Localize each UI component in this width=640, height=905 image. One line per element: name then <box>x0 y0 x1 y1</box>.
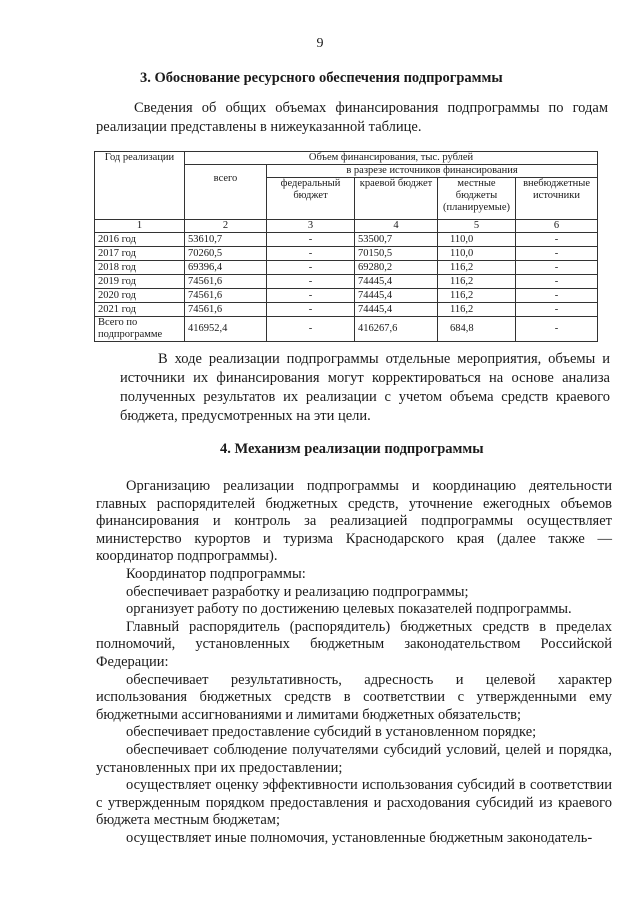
cell-total: 53610,7 <box>185 233 267 247</box>
section-4-heading: 4. Механизм реализации подпрограммы <box>220 441 484 457</box>
cell-total: 74561,6 <box>185 289 267 303</box>
intro-text: Сведения об общих объемах финансирования подпрограммы по годам реализации представлены в нижеуказанной таблице. <box>96 100 608 135</box>
table-body <box>95 220 598 342</box>
cell-offbudget: - <box>516 247 598 261</box>
after-table-paragraph <box>120 350 610 426</box>
section-4-body <box>96 478 612 847</box>
cell-regional: 74445,4 <box>355 303 438 317</box>
cell-federal: - <box>267 247 355 261</box>
cell-year: 2018 год <box>95 261 185 275</box>
cell-total: 70260,5 <box>185 247 267 261</box>
financing-table <box>94 151 598 342</box>
cell-total: 416952,4 <box>185 317 267 342</box>
cell-local: 116,2 <box>438 303 516 317</box>
paragraph: обеспечивает соблюдение получателями субсидий условий, целей и порядка, установленных при их предоставлении; <box>96 741 612 776</box>
header-total: всего <box>185 165 267 220</box>
column-number: 3 <box>267 220 355 233</box>
paragraph: обеспечивает разработку и реализацию подпрограммы; <box>126 583 469 600</box>
cell-offbudget: - <box>516 275 598 289</box>
cell-total: 74561,6 <box>185 303 267 317</box>
column-number: 4 <box>355 220 438 233</box>
header-by-source: в разрезе источников финансирования <box>267 165 598 178</box>
cell-year: 2017 год <box>95 247 185 261</box>
table-row <box>95 289 598 303</box>
table-row <box>95 247 598 261</box>
cell-year: 2020 год <box>95 289 185 303</box>
header-regional: краевой бюджет <box>355 178 438 220</box>
paragraph: Организацию реализации подпрограммы и координацию деятельности главных распорядителей бюджетных средств, уточнение ежегодных объемов финансирования и контроль за реализацией подпрограммы осуществляет министерство курортов и туризма Краснодарского края (далее также — координатор подпрограммы). <box>96 478 612 565</box>
cell-regional: 53500,7 <box>355 233 438 247</box>
table-row <box>95 261 598 275</box>
header-volume: Объем финансирования, тыс. рублей <box>185 152 598 165</box>
page-number: 9 <box>316 36 324 51</box>
column-numbers-row <box>95 220 598 233</box>
table-row <box>95 233 598 247</box>
cell-local: 116,2 <box>438 261 516 275</box>
cell-federal: - <box>267 233 355 247</box>
header-local: местные бюджеты (планируемые) <box>438 178 516 220</box>
header-federal: федеральный бюджет <box>267 178 355 220</box>
cell-local: 110,0 <box>438 233 516 247</box>
cell-federal: - <box>267 275 355 289</box>
cell-year: 2016 год <box>95 233 185 247</box>
after-table-text: В ходе реализации подпрограммы отдельные мероприятия, объемы и источники их финансирования могут корректироваться на основе анализа полученных результатов их реализации с учетом объема средств краевого бюджета, предусмотренных на эти цели. <box>120 351 610 424</box>
cell-offbudget: - <box>516 261 598 275</box>
column-number: 2 <box>185 220 267 233</box>
table-row <box>95 317 598 342</box>
paragraph: обеспечивает предоставление субсидий в установленном порядке; <box>126 724 537 741</box>
cell-offbudget: - <box>516 233 598 247</box>
paragraph: Главный распорядитель (распорядитель) бюджетных средств в пределах полномочий, установленных бюджетным законодательством Российской Федерации: <box>96 618 612 670</box>
cell-offbudget: - <box>516 289 598 303</box>
paragraph: организует работу по достижению целевых показателей подпрограммы. <box>126 601 572 618</box>
cell-total: 69396,4 <box>185 261 267 275</box>
cell-year: Всего по подпрограмме <box>95 317 185 342</box>
cell-federal: - <box>267 303 355 317</box>
column-number: 1 <box>95 220 185 233</box>
cell-local: 116,2 <box>438 289 516 303</box>
cell-regional: 416267,6 <box>355 317 438 342</box>
column-number: 5 <box>438 220 516 233</box>
cell-federal: - <box>267 289 355 303</box>
cell-local: 116,2 <box>438 275 516 289</box>
column-number: 6 <box>516 220 598 233</box>
cell-offbudget: - <box>516 317 598 342</box>
section-3-intro <box>96 99 608 137</box>
cell-local: 684,8 <box>438 317 516 342</box>
cell-regional: 74445,4 <box>355 289 438 303</box>
paragraph: Координатор подпрограммы: <box>126 565 306 582</box>
cell-regional: 74445,4 <box>355 275 438 289</box>
cell-federal: - <box>267 317 355 342</box>
cell-regional: 69280,2 <box>355 261 438 275</box>
table-row <box>95 303 598 317</box>
cell-local: 110,0 <box>438 247 516 261</box>
cell-year: 2019 год <box>95 275 185 289</box>
section-3-heading: 3. Обоснование ресурсного обеспечения подпрограммы <box>140 70 503 86</box>
header-year: Год реализации <box>95 152 185 220</box>
cell-offbudget: - <box>516 303 598 317</box>
cell-federal: - <box>267 261 355 275</box>
cell-total: 74561,6 <box>185 275 267 289</box>
paragraph: осуществляет оценку эффективности использования субсидий в соответствии с утвержденным порядком предоставления и расходования субсидий из краевого бюджета местным бюджетам; <box>96 777 612 829</box>
paragraph: обеспечивает результативность, адресность и целевой характер использования бюджетных средств в соответствии с утвержденными ему бюджетными ассигнованиями и лимитами бюджетных обязательств; <box>96 671 612 723</box>
cell-year: 2021 год <box>95 303 185 317</box>
table-row <box>95 275 598 289</box>
paragraph: осуществляет иные полномочия, установленные бюджетным законодатель- <box>126 829 593 846</box>
header-offbudget: внебюджетные источники <box>516 178 598 220</box>
cell-regional: 70150,5 <box>355 247 438 261</box>
